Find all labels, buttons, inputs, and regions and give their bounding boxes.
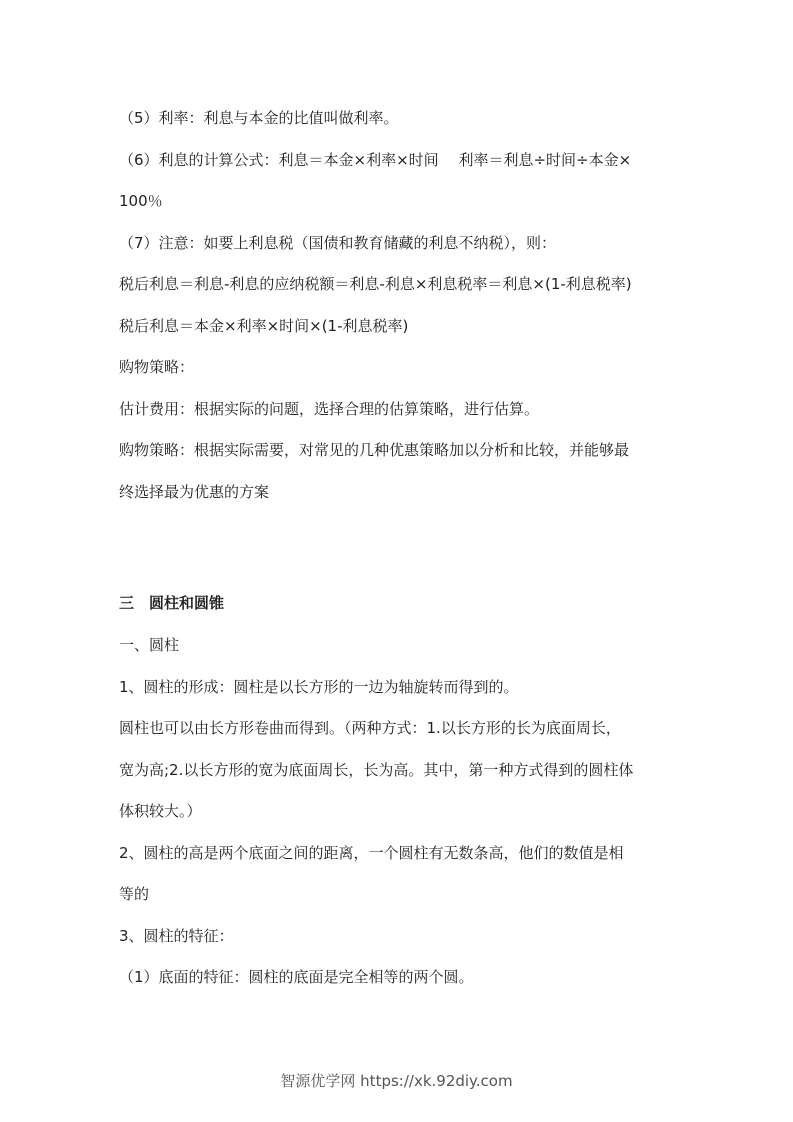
text-line-percent: 100％ bbox=[119, 192, 163, 210]
text-line-cylinder-rolling-2: 宽为高;2.以长方形的宽为底面周长，长为高。其中，第一种方式得到的圆柱体 bbox=[119, 761, 634, 779]
text-line-interest-formula: （6）利息的计算公式：利息＝本金×利率×时间 利率＝利息÷时间÷本金× bbox=[119, 151, 632, 169]
text-line-estimate-cost: 估计费用：根据实际的问题，选择合理的估算策略，进行估算。 bbox=[119, 400, 540, 418]
text-line-base-features: （1）底面的特征：圆柱的底面是完全相等的两个圆。 bbox=[119, 968, 474, 986]
text-line-cylinder-rolling-1: 圆柱也可以由长方形卷曲而得到。（两种方式：1.以长方形的长为底面周长， bbox=[119, 719, 621, 737]
text-line-cylinder-height-2: 等的 bbox=[119, 885, 150, 903]
section-heading-cylinder-cone: 三 圆柱和圆锥 bbox=[119, 594, 225, 612]
text-line-shopping-strategy-1: 购物策略：根据实际需要，对常见的几种优惠策略加以分析和比较，并能够最 bbox=[119, 441, 630, 459]
text-line-interest-rate-definition: （5）利率：利息与本金的比值叫做利率。 bbox=[119, 109, 399, 127]
text-line-cylinder-rolling-3: 体积较大。） bbox=[119, 802, 202, 820]
text-line-cylinder-formation: 1、圆柱的形成：圆柱是以长方形的一边为轴旋转而得到的。 bbox=[119, 678, 519, 696]
text-line-cylinder-height-1: 2、圆柱的高是两个底面之间的距离，一个圆柱有无数条高，他们的数值是相 bbox=[119, 844, 624, 862]
text-line-shopping-strategy-title: 购物策略： bbox=[119, 358, 195, 376]
footer-watermark-link[interactable]: 智源优学网 https://xk.92diy.com bbox=[280, 1072, 513, 1090]
text-line-cylinder-features: 3、圆柱的特征： bbox=[119, 927, 234, 945]
text-line-after-tax-formula-1: 税后利息＝利息-利息的应纳税额＝利息-利息×利息税率＝利息×(1-利息税率) bbox=[119, 275, 632, 293]
subsection-heading-cylinder: 一、圆柱 bbox=[119, 636, 180, 654]
text-line-after-tax-formula-2: 税后利息＝本金×利率×时间×(1-利息税率) bbox=[119, 317, 409, 335]
text-line-interest-tax-note: （7）注意：如要上利息税（国债和教育储藏的利息不纳税），则： bbox=[119, 234, 557, 252]
text-line-shopping-strategy-2: 终选择最为优惠的方案 bbox=[119, 483, 270, 501]
